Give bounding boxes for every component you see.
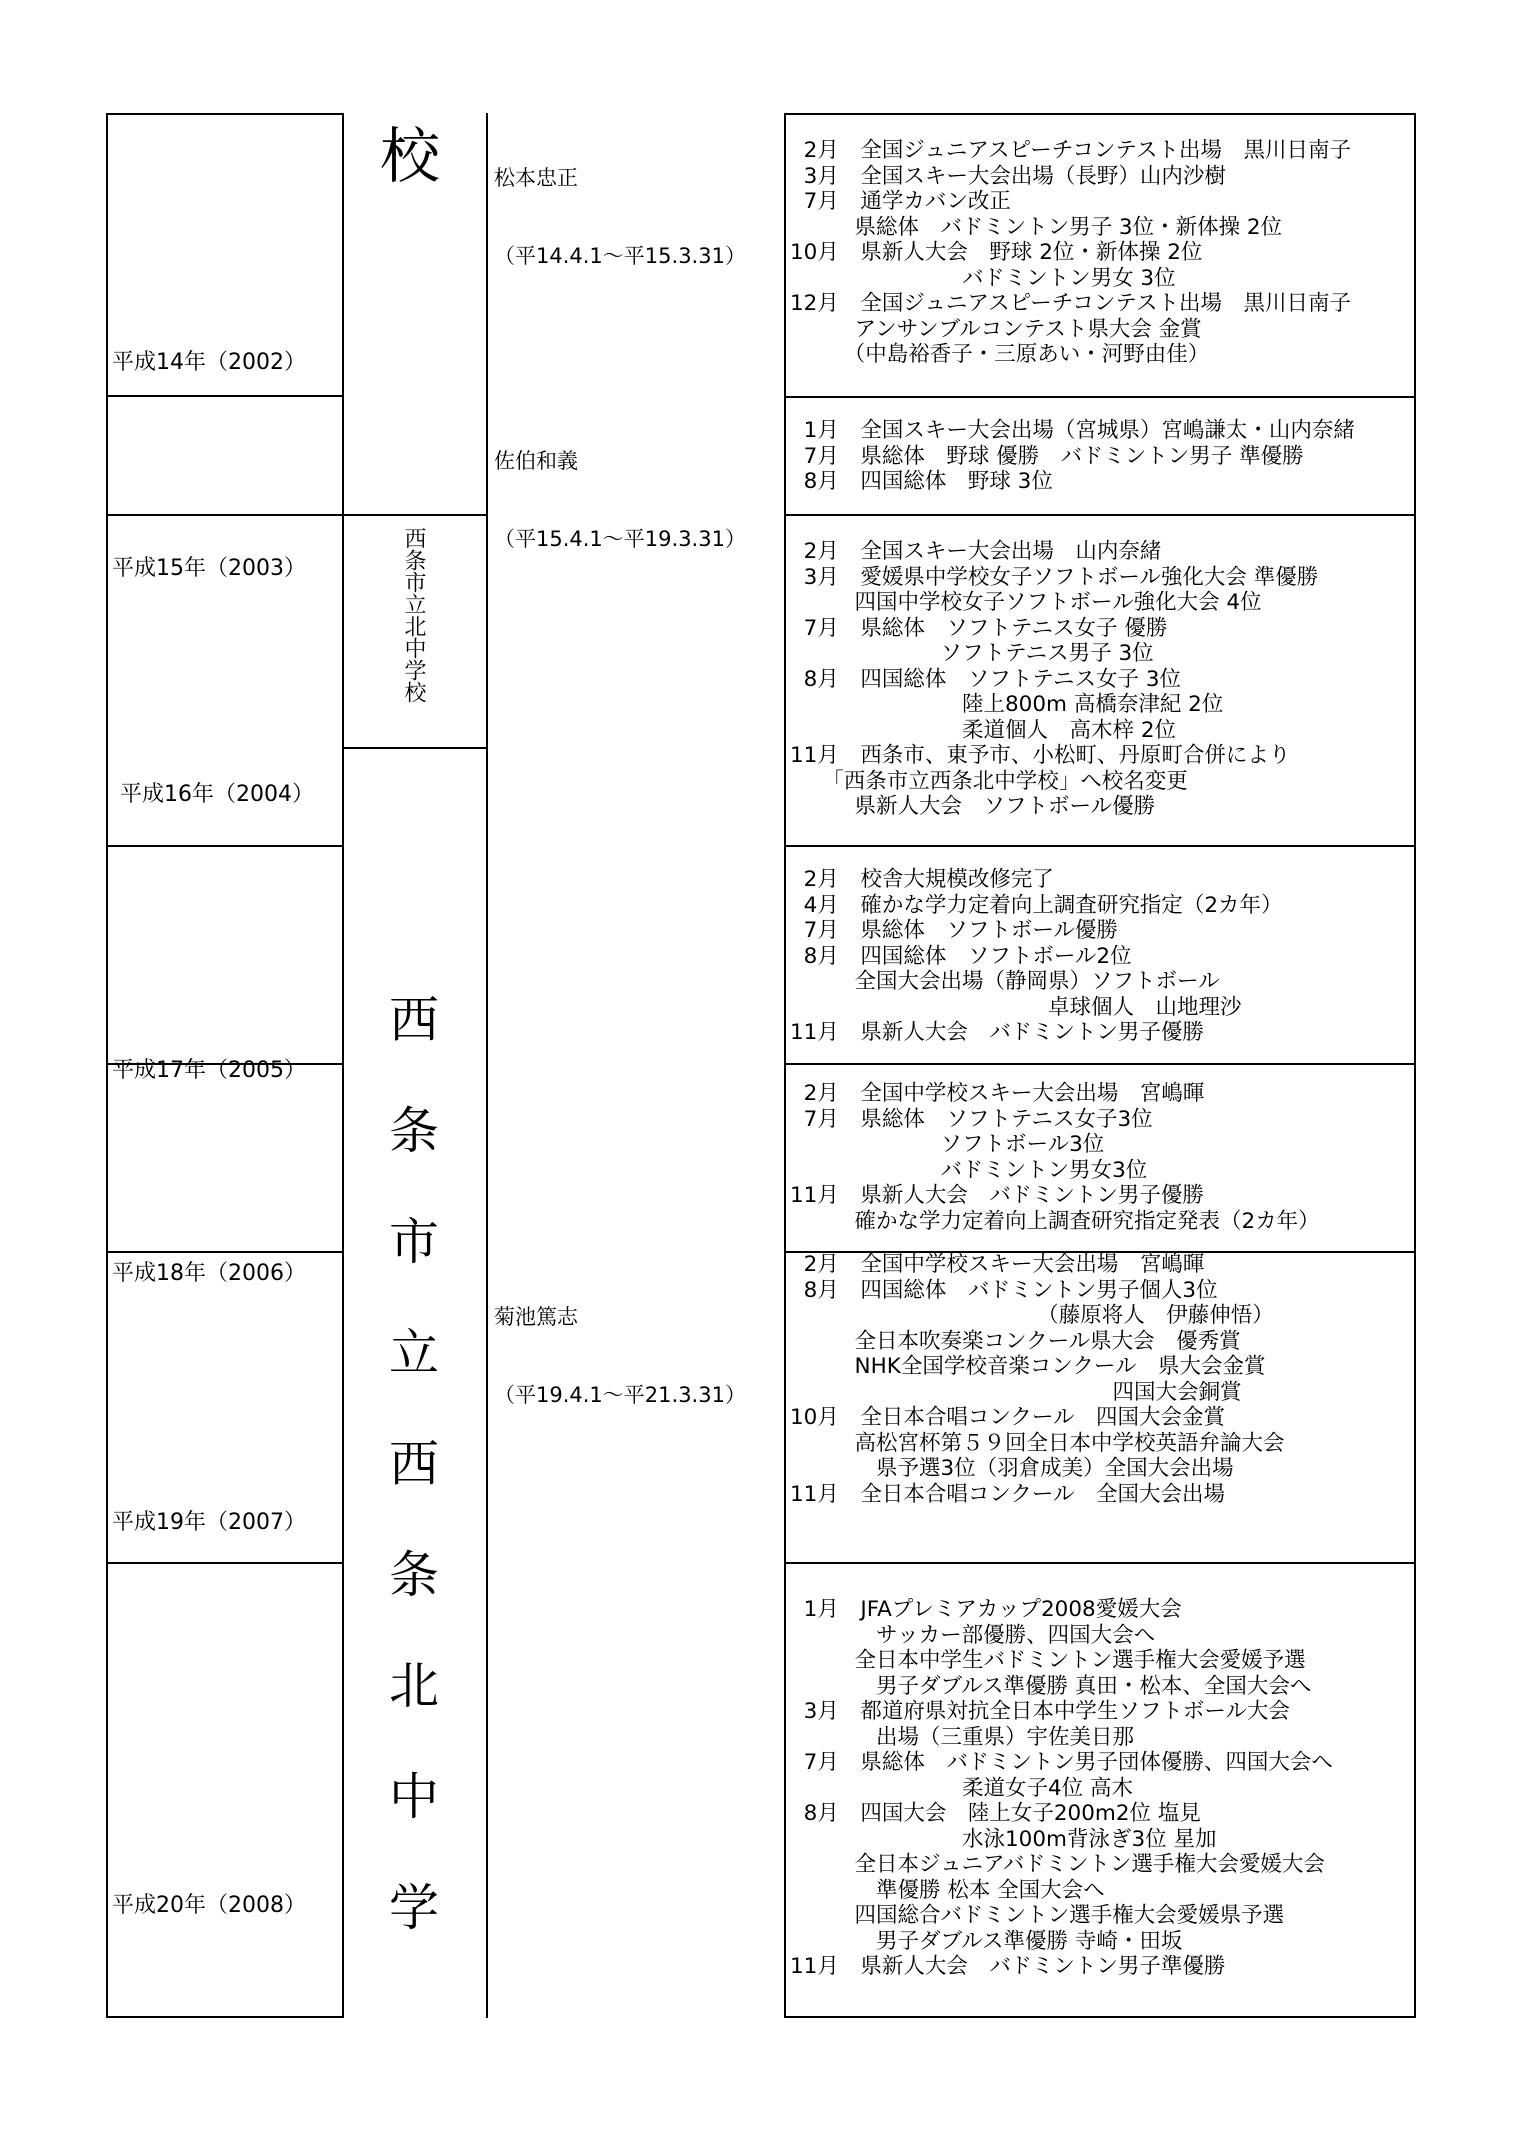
- event-line: NHK全国学校音楽コンクール 県大会金賞: [790, 1354, 1266, 1379]
- event-line: 4月 確かな学力定着向上調査研究指定（2カ年）: [790, 892, 1283, 918]
- school-column-divider: [344, 514, 488, 516]
- events-list: [790, 1597, 1333, 1980]
- events-list: [790, 138, 1351, 368]
- event-line: アンサンブルコンテスト県大会 金賞: [790, 316, 1202, 342]
- event-line: 高松宮杯第５９回全日本中学校英語弁論大会: [790, 1430, 1285, 1456]
- year-column-border-left: [106, 113, 108, 2018]
- event-line: 8月 四国総体 ソフトボール2位: [790, 943, 1132, 969]
- event-line: 四国中学校女子ソフトボール強化大会 4位: [790, 590, 1262, 615]
- school-column-border-right: [486, 113, 488, 2018]
- event-line: 柔道女子4位 高木: [790, 1775, 1134, 1801]
- year-row-divider: [106, 395, 344, 397]
- event-line: 11月 県新人大会 バドミントン男子優勝: [790, 1020, 1204, 1045]
- year-row-divider: [106, 1251, 344, 1253]
- event-line: 8月 四国大会 陸上女子200m2位 塩見: [790, 1801, 1201, 1826]
- event-line: ソフトボール3位: [790, 1132, 1105, 1157]
- event-line: 11月 県新人大会 バドミントン男子優勝: [790, 1183, 1204, 1208]
- event-line: 県予選3位（羽倉成美）全国大会出場: [790, 1456, 1234, 1481]
- event-line: ソフトテニス男子 3位: [790, 641, 1154, 666]
- event-line: 8月 四国総体 ソフトテニス女子 3位: [790, 666, 1182, 692]
- event-line: 2月 全国ジュニアスピーチコンテスト出場 黒川日南子: [790, 138, 1351, 163]
- events-list: [790, 1252, 1285, 1507]
- year-column: [106, 113, 344, 2018]
- event-line: 7月 県総体 ソフトテニス女子3位: [790, 1106, 1153, 1132]
- event-line: 全日本ジュニアバドミントン選手権大会愛媛大会: [790, 1852, 1325, 1877]
- event-line: 2月 校舎大規模改修完了: [790, 867, 1054, 892]
- event-line: 7月 県総体 バドミントン男子団体優勝、四国大会へ: [790, 1750, 1333, 1775]
- event-line: （藤原将人 伊藤伸悟）: [790, 1303, 1274, 1328]
- event-line: 11月 県新人大会 バドミントン男子準優勝: [790, 1954, 1226, 1979]
- year-label: 平成20年（2008）: [112, 1892, 306, 1918]
- events-list: [790, 539, 1318, 820]
- event-line: 確かな学力定着向上調査研究指定発表（2カ年）: [790, 1208, 1320, 1234]
- event-line: 県総体 バドミントン男子 3位・新体操 2位: [790, 214, 1283, 240]
- event-line: 1月 JFAプレミアカップ2008愛媛大会: [790, 1597, 1182, 1622]
- event-line: 1月 全国スキー大会出場（宮城県）宮嶋謙太・山内奈緒: [790, 418, 1355, 443]
- event-line: 3月 愛媛県中学校女子ソフトボール強化大会 準優勝: [790, 564, 1319, 590]
- principal-term: （平19.4.1～平21.3.31）: [494, 1383, 746, 1407]
- event-line: 7月 県総体 ソフトテニス女子 優勝: [790, 615, 1168, 641]
- events-list: [790, 1081, 1320, 1234]
- event-line: 全国大会出場（静岡県）ソフトボール: [790, 969, 1220, 994]
- event-line: 「西条市立西条北中学校」へ校名変更: [790, 768, 1188, 794]
- event-line: 男子ダブルス準優勝 真田・松本、全国大会へ: [790, 1673, 1312, 1699]
- principal-entry: [494, 1252, 746, 1434]
- event-line: 準優勝 松本 全国大会へ: [790, 1877, 1105, 1903]
- principal-name: 菊池篤志: [494, 1305, 578, 1329]
- event-line: 全日本中学生バドミントン選手権大会愛媛予選: [790, 1648, 1306, 1673]
- event-line: 男子ダブルス準優勝 寺崎・田坂: [790, 1928, 1183, 1954]
- year-label: 平成16年（2004）: [120, 781, 314, 807]
- event-line: 2月 全国中学校スキー大会出場 宮嶋暉: [790, 1252, 1205, 1277]
- school-name-kita: 西条市立北中学校: [401, 527, 426, 703]
- year-row-divider: [106, 514, 344, 516]
- event-line: 全日本吹奏楽コンクール県大会 優秀賞: [790, 1328, 1241, 1354]
- event-line: 柔道個人 高木梓 2位: [790, 717, 1177, 743]
- event-line: バドミントン男女 3位: [790, 265, 1176, 291]
- principal-entry: [494, 396, 746, 578]
- event-line: 12月 全国ジュニアスピーチコンテスト出場 黒川日南子: [790, 291, 1351, 316]
- event-line: 水泳100m背泳ぎ3位 星加: [790, 1826, 1217, 1852]
- event-line: サッカー部優勝、四国大会へ: [790, 1622, 1156, 1648]
- event-line: 県新人大会 ソフトボール優勝: [790, 794, 1156, 819]
- event-line: 10月 県新人大会 野球 2位・新体操 2位: [790, 240, 1203, 265]
- year-label: 平成19年（2007）: [112, 1509, 306, 1535]
- school-name-top-char: 校: [380, 122, 440, 192]
- event-line: 8月 四国総体 バドミントン男子個人3位: [790, 1277, 1218, 1303]
- school-name-column: [344, 113, 490, 2018]
- year-label: 平成18年（2006）: [112, 1260, 306, 1286]
- school-name-saijo-kita: 西条市立西条北中学: [381, 993, 439, 1992]
- year-label: 平成14年（2002）: [112, 349, 306, 375]
- year-label: 平成17年（2005）: [112, 1057, 306, 1083]
- event-line: 卓球個人 山地理沙: [790, 994, 1242, 1020]
- event-line: 11月 西条市、東予市、小松町、丹原町合併により: [790, 743, 1291, 768]
- principal-name: 佐伯和義: [494, 449, 578, 473]
- event-line: 2月 全国スキー大会出場 山内奈緒: [790, 539, 1162, 564]
- event-line: 四国大会銅賞: [790, 1379, 1242, 1405]
- event-line: 3月 全国スキー大会出場（長野）山内沙樹: [790, 163, 1226, 189]
- event-line: 2月 全国中学校スキー大会出場 宮嶋暉: [790, 1081, 1205, 1106]
- event-line: 11月 全日本合唱コンクール 全国大会出場: [790, 1481, 1225, 1507]
- principal-term: （平14.4.1～平15.3.31）: [494, 244, 746, 268]
- principal-term: （平15.4.1～平19.3.31）: [494, 527, 746, 551]
- year-label: 平成15年（2003）: [112, 555, 306, 581]
- event-line: 7月 県総体 ソフトボール優勝: [790, 918, 1118, 943]
- event-line: 7月 県総体 野球 優勝 バドミントン男子 準優勝: [790, 443, 1304, 469]
- events-list: [790, 867, 1283, 1046]
- event-line: （中島裕香子・三原あい・河野由佳）: [790, 342, 1210, 367]
- event-line: 陸上800m 高橋奈津紀 2位: [790, 692, 1224, 717]
- event-line: 8月 四国総体 野球 3位: [790, 469, 1053, 494]
- event-line: バドミントン男女3位: [790, 1157, 1148, 1183]
- year-row-divider: [106, 845, 344, 847]
- event-line: 7月 通学カバン改正: [790, 189, 1011, 214]
- event-line: 3月 都道府県対抗全日本中学生ソフトボール大会: [790, 1699, 1290, 1724]
- school-column-divider: [344, 747, 488, 749]
- year-row-divider: [106, 2016, 344, 2018]
- year-row-divider: [106, 1562, 344, 1564]
- event-line: 出場（三重県）宇佐美日那: [790, 1724, 1135, 1750]
- principal-entry: [494, 113, 746, 295]
- event-line: 10月 全日本合唱コンクール 四国大会金賞: [790, 1405, 1225, 1430]
- principal-name: 松本忠正: [494, 166, 578, 190]
- event-line: 四国総合バドミントン選手権大会愛媛県予選: [790, 1903, 1285, 1928]
- year-row-divider: [106, 113, 344, 115]
- events-list: [790, 418, 1355, 495]
